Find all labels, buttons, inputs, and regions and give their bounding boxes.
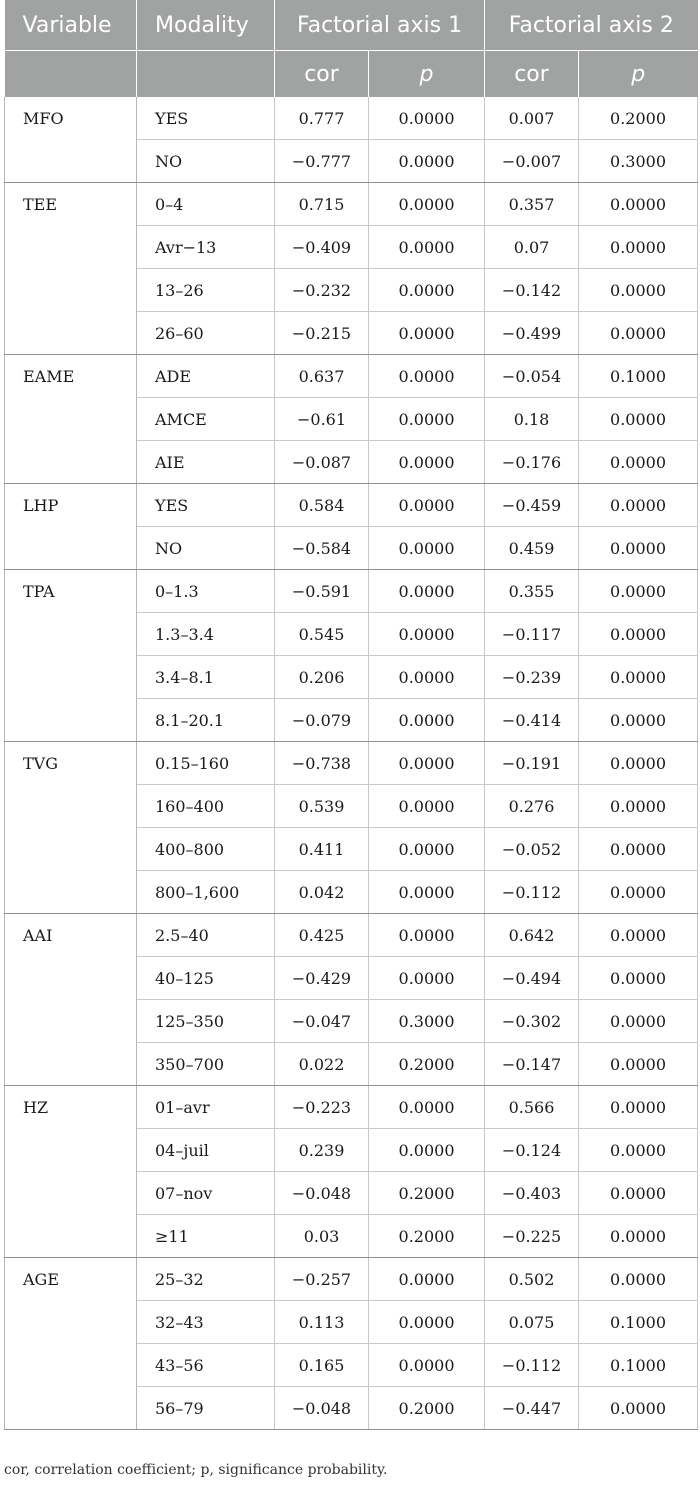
cor-axis-1-cell: 0.03 — [275, 1215, 369, 1258]
modality-cell: 04–juil — [137, 1129, 275, 1172]
modality-cell: NO — [137, 527, 275, 570]
cor-axis-1-cell: 0.425 — [275, 914, 369, 957]
p-axis-1-cell: 0.0000 — [369, 785, 485, 828]
cor-axis-2-cell: −0.459 — [485, 484, 579, 527]
p-axis-1-cell: 0.0000 — [369, 527, 485, 570]
cor-axis-1-cell: −0.429 — [275, 957, 369, 1000]
cor-axis-2-cell: −0.124 — [485, 1129, 579, 1172]
p-axis-1-cell: 0.0000 — [369, 97, 485, 140]
cor-axis-1-cell: 0.637 — [275, 355, 369, 398]
cor-axis-2-cell: −0.403 — [485, 1172, 579, 1215]
variable-cell: LHP — [5, 484, 137, 570]
correlation-table — [4, 0, 698, 1430]
variable-cell: TEE — [5, 183, 137, 355]
table-row — [5, 570, 698, 613]
p-axis-1-cell: 0.0000 — [369, 1258, 485, 1301]
p-axis-2-cell: 0.0000 — [579, 957, 698, 1000]
modality-cell: Avr−13 — [137, 226, 275, 269]
p-axis-1-cell: 0.0000 — [369, 871, 485, 914]
p-axis-1-cell: 0.0000 — [369, 1086, 485, 1129]
modality-cell: 07–nov — [137, 1172, 275, 1215]
cor-axis-1-cell: −0.591 — [275, 570, 369, 613]
p-axis-2-cell: 0.0000 — [579, 269, 698, 312]
cor-axis-2-cell: −0.447 — [485, 1387, 579, 1430]
modality-cell: 125–350 — [137, 1000, 275, 1043]
p-axis-2-cell: 0.0000 — [579, 1215, 698, 1258]
cor-axis-2-cell: 0.18 — [485, 398, 579, 441]
cor-axis-1-cell: 0.206 — [275, 656, 369, 699]
variable-cell: MFO — [5, 97, 137, 183]
table-row — [5, 1258, 698, 1301]
cor-axis-2-cell: 0.07 — [485, 226, 579, 269]
p-axis-1-cell: 0.0000 — [369, 140, 485, 183]
modality-cell: 0–1.3 — [137, 570, 275, 613]
p-axis-1-cell: 0.0000 — [369, 441, 485, 484]
p-axis-2-cell: 0.0000 — [579, 1387, 698, 1430]
p-axis-1-cell: 0.0000 — [369, 742, 485, 785]
p-axis-1-cell: 0.0000 — [369, 828, 485, 871]
modality-cell: 56–79 — [137, 1387, 275, 1430]
cor-axis-1-cell: 0.411 — [275, 828, 369, 871]
modality-cell: NO — [137, 140, 275, 183]
p-axis-1-cell: 0.0000 — [369, 957, 485, 1000]
p-axis-2-cell: 0.0000 — [579, 1000, 698, 1043]
p-axis-2-cell: 0.0000 — [579, 699, 698, 742]
cor-axis-2-cell: −0.007 — [485, 140, 579, 183]
p-axis-1-cell: 0.0000 — [369, 269, 485, 312]
p-axis-2-cell: 0.1000 — [579, 1344, 698, 1387]
cor-axis-2-cell: −0.112 — [485, 871, 579, 914]
modality-cell: 01–avr — [137, 1086, 275, 1129]
cor-axis-1-cell: 0.239 — [275, 1129, 369, 1172]
cor-axis-1-cell: −0.223 — [275, 1086, 369, 1129]
p-axis-1-cell: 0.0000 — [369, 183, 485, 226]
p-axis-2-cell: 0.0000 — [579, 441, 698, 484]
cor-axis-2-cell: −0.142 — [485, 269, 579, 312]
modality-cell: YES — [137, 484, 275, 527]
p-axis-2-cell: 0.0000 — [579, 226, 698, 269]
cor-axis-2-cell: −0.499 — [485, 312, 579, 355]
cor-axis-2-cell: −0.191 — [485, 742, 579, 785]
p-axis-1-cell: 0.2000 — [369, 1387, 485, 1430]
variable-cell: TPA — [5, 570, 137, 742]
cor-axis-1-cell: −0.047 — [275, 1000, 369, 1043]
cor-axis-1-cell: 0.042 — [275, 871, 369, 914]
p-axis-2-cell: 0.0000 — [579, 1172, 698, 1215]
header-factorial-axis-1: Factorial axis 1 — [275, 0, 485, 51]
p-axis-1-cell: 0.2000 — [369, 1043, 485, 1086]
header-variable: Variable — [5, 0, 137, 51]
p-axis-1-cell: 0.0000 — [369, 570, 485, 613]
cor-axis-1-cell: −0.61 — [275, 398, 369, 441]
cor-axis-1-cell: −0.087 — [275, 441, 369, 484]
p-axis-2-cell: 0.3000 — [579, 140, 698, 183]
p-axis-2-cell: 0.0000 — [579, 484, 698, 527]
cor-axis-1-cell: −0.079 — [275, 699, 369, 742]
cor-axis-1-cell: 0.539 — [275, 785, 369, 828]
p-axis-1-cell: 0.0000 — [369, 914, 485, 957]
p-axis-2-cell: 0.0000 — [579, 914, 698, 957]
p-axis-2-cell: 0.0000 — [579, 527, 698, 570]
table-row — [5, 355, 698, 398]
p-axis-2-cell: 0.0000 — [579, 1258, 698, 1301]
p-axis-2-cell: 0.0000 — [579, 785, 698, 828]
header-blank — [5, 51, 137, 98]
cor-axis-1-cell: −0.048 — [275, 1172, 369, 1215]
cor-axis-1-cell: −0.257 — [275, 1258, 369, 1301]
cor-axis-2-cell: −0.302 — [485, 1000, 579, 1043]
modality-cell: AMCE — [137, 398, 275, 441]
modality-cell: 800–1,600 — [137, 871, 275, 914]
p-axis-1-cell: 0.0000 — [369, 398, 485, 441]
modality-cell: 400–800 — [137, 828, 275, 871]
cor-axis-2-cell: −0.494 — [485, 957, 579, 1000]
cor-axis-2-cell: 0.276 — [485, 785, 579, 828]
p-axis-1-cell: 0.0000 — [369, 484, 485, 527]
cor-axis-1-cell: 0.584 — [275, 484, 369, 527]
modality-cell: 0.15–160 — [137, 742, 275, 785]
variable-cell: TVG — [5, 742, 137, 914]
header-cor-axis-1: cor — [275, 51, 369, 98]
modality-cell: 32–43 — [137, 1301, 275, 1344]
header-p-axis-1: p — [369, 51, 485, 98]
p-axis-1-cell: 0.0000 — [369, 699, 485, 742]
p-axis-1-cell: 0.0000 — [369, 656, 485, 699]
variable-cell: AGE — [5, 1258, 137, 1430]
modality-cell: 43–56 — [137, 1344, 275, 1387]
table-row — [5, 914, 698, 957]
p-axis-1-cell: 0.2000 — [369, 1215, 485, 1258]
p-axis-2-cell: 0.0000 — [579, 871, 698, 914]
cor-axis-2-cell: −0.414 — [485, 699, 579, 742]
p-axis-2-cell: 0.0000 — [579, 183, 698, 226]
header-modality: Modality — [137, 0, 275, 51]
cor-axis-1-cell: 0.777 — [275, 97, 369, 140]
modality-cell: 13–26 — [137, 269, 275, 312]
cor-axis-2-cell: 0.642 — [485, 914, 579, 957]
modality-cell: 26–60 — [137, 312, 275, 355]
modality-cell: 8.1–20.1 — [137, 699, 275, 742]
cor-axis-2-cell: −0.117 — [485, 613, 579, 656]
cor-axis-2-cell: 0.357 — [485, 183, 579, 226]
cor-axis-2-cell: 0.007 — [485, 97, 579, 140]
cor-axis-1-cell: −0.048 — [275, 1387, 369, 1430]
cor-axis-1-cell: 0.113 — [275, 1301, 369, 1344]
variable-cell: AAI — [5, 914, 137, 1086]
table-body — [5, 97, 698, 1430]
header-cor-axis-2: cor — [485, 51, 579, 98]
cor-axis-1-cell: 0.022 — [275, 1043, 369, 1086]
p-axis-2-cell: 0.0000 — [579, 570, 698, 613]
table-row — [5, 484, 698, 527]
table-row — [5, 183, 698, 226]
cor-axis-2-cell: −0.239 — [485, 656, 579, 699]
modality-cell: 0–4 — [137, 183, 275, 226]
cor-axis-2-cell: 0.502 — [485, 1258, 579, 1301]
p-axis-1-cell: 0.0000 — [369, 1129, 485, 1172]
cor-axis-2-cell: −0.112 — [485, 1344, 579, 1387]
header-p-axis-2: p — [579, 51, 698, 98]
modality-cell: 350–700 — [137, 1043, 275, 1086]
p-axis-1-cell: 0.0000 — [369, 1344, 485, 1387]
p-axis-2-cell: 0.1000 — [579, 355, 698, 398]
cor-axis-2-cell: 0.075 — [485, 1301, 579, 1344]
table-row — [5, 97, 698, 140]
cor-axis-1-cell: −0.215 — [275, 312, 369, 355]
modality-cell: 160–400 — [137, 785, 275, 828]
p-axis-2-cell: 0.0000 — [579, 312, 698, 355]
modality-cell: 1.3–3.4 — [137, 613, 275, 656]
p-axis-2-cell: 0.0000 — [579, 656, 698, 699]
p-axis-1-cell: 0.0000 — [369, 613, 485, 656]
p-axis-1-cell: 0.0000 — [369, 355, 485, 398]
p-axis-1-cell: 0.3000 — [369, 1000, 485, 1043]
p-axis-2-cell: 0.0000 — [579, 742, 698, 785]
modality-cell: 25–32 — [137, 1258, 275, 1301]
modality-cell: 3.4–8.1 — [137, 656, 275, 699]
cor-axis-2-cell: −0.052 — [485, 828, 579, 871]
p-axis-2-cell: 0.0000 — [579, 613, 698, 656]
modality-cell: 2.5–40 — [137, 914, 275, 957]
cor-axis-1-cell: −0.409 — [275, 226, 369, 269]
p-axis-2-cell: 0.0000 — [579, 398, 698, 441]
p-axis-2-cell: 0.2000 — [579, 97, 698, 140]
p-axis-1-cell: 0.0000 — [369, 226, 485, 269]
cor-axis-1-cell: −0.232 — [275, 269, 369, 312]
cor-axis-2-cell: −0.054 — [485, 355, 579, 398]
p-axis-2-cell: 0.0000 — [579, 1043, 698, 1086]
cor-axis-1-cell: −0.777 — [275, 140, 369, 183]
table-header — [5, 0, 698, 97]
modality-cell: ≥11 — [137, 1215, 275, 1258]
variable-cell: HZ — [5, 1086, 137, 1258]
table-row — [5, 1086, 698, 1129]
cor-axis-2-cell: −0.147 — [485, 1043, 579, 1086]
p-axis-1-cell: 0.0000 — [369, 1301, 485, 1344]
modality-cell: AIE — [137, 441, 275, 484]
cor-axis-2-cell: 0.566 — [485, 1086, 579, 1129]
cor-axis-2-cell: −0.225 — [485, 1215, 579, 1258]
cor-axis-2-cell: 0.355 — [485, 570, 579, 613]
p-axis-2-cell: 0.0000 — [579, 828, 698, 871]
modality-cell: ADE — [137, 355, 275, 398]
header-blank — [137, 51, 275, 98]
p-axis-1-cell: 0.0000 — [369, 312, 485, 355]
p-axis-1-cell: 0.2000 — [369, 1172, 485, 1215]
variable-cell: EAME — [5, 355, 137, 484]
modality-cell: YES — [137, 97, 275, 140]
cor-axis-1-cell: 0.545 — [275, 613, 369, 656]
p-axis-2-cell: 0.0000 — [579, 1129, 698, 1172]
modality-cell: 40–125 — [137, 957, 275, 1000]
cor-axis-1-cell: −0.738 — [275, 742, 369, 785]
cor-axis-2-cell: 0.459 — [485, 527, 579, 570]
table-row — [5, 742, 698, 785]
p-axis-2-cell: 0.0000 — [579, 1086, 698, 1129]
cor-axis-1-cell: 0.165 — [275, 1344, 369, 1387]
cor-axis-1-cell: 0.715 — [275, 183, 369, 226]
cor-axis-1-cell: −0.584 — [275, 527, 369, 570]
cor-axis-2-cell: −0.176 — [485, 441, 579, 484]
table-footnote: cor, correlation coefficient; p, significance probability. — [4, 1462, 388, 1478]
header-factorial-axis-2: Factorial axis 2 — [485, 0, 698, 51]
p-axis-2-cell: 0.1000 — [579, 1301, 698, 1344]
